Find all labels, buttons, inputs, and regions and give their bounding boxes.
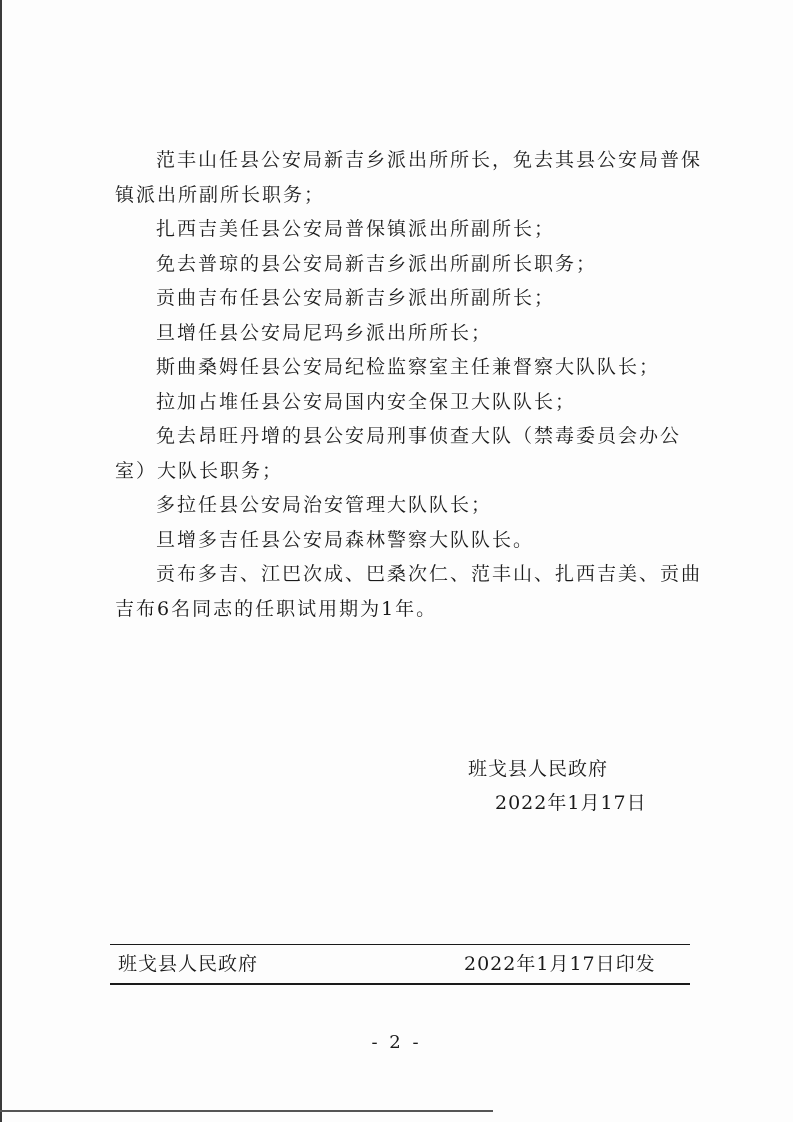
footer-top-rule	[110, 944, 690, 945]
paragraph-line: 范丰山任县公安局新吉乡派出所所长，免去其县公安局普保	[156, 149, 703, 171]
signature-issuer: 班戈县人民政府	[468, 758, 609, 780]
paragraph-line: 室）大队长职务；	[115, 459, 284, 482]
paragraph-line: 吉布6名同志的任职试用期为1年。	[115, 597, 438, 620]
paragraph-line: 扎西吉美任县公安局普保镇派出所副所长；	[156, 218, 556, 240]
footer-issuer: 班戈县人民政府	[118, 953, 259, 975]
paragraph-line: 多拉任县公安局治安管理大队队长；	[156, 494, 493, 516]
paragraph-line: 贡布多吉、江巴次成、巴桑次仁、范丰山、扎西吉美、贡曲	[156, 563, 703, 585]
footer-issue-date: 2022年1月17日印发	[464, 953, 656, 975]
paragraph-line: 拉加占堆任县公安局国内安全保卫大队队长；	[156, 390, 577, 413]
paragraph-line: 旦增多吉任县公安局森林警察大队队长。	[156, 528, 535, 551]
paragraph-line: 旦增任县公安局尼玛乡派出所所长；	[156, 321, 493, 344]
document-body	[115, 143, 715, 626]
signature-date: 2022年1月17日	[495, 792, 647, 814]
paragraph-line: 免去普琼的县公安局新吉乡派出所副所长职务；	[156, 252, 598, 275]
signature-block	[468, 752, 708, 820]
paragraph-line: 斯曲桑姆任县公安局纪检监察室主任兼督察大队队长；	[156, 356, 661, 378]
scan-bottom-edge	[0, 1110, 493, 1112]
paragraph-line: 镇派出所副所长职务；	[115, 183, 326, 206]
paragraph-line: 贡曲吉布任县公安局新吉乡派出所副所长；	[156, 287, 556, 309]
paragraph-line: 免去昂旺丹增的县公安局刑事侦查大队（禁毒委员会办公	[156, 425, 682, 447]
page-number: - 2 -	[371, 1032, 422, 1053]
page-left-edge	[0, 0, 2, 1122]
footer-bottom-rule	[110, 983, 690, 985]
